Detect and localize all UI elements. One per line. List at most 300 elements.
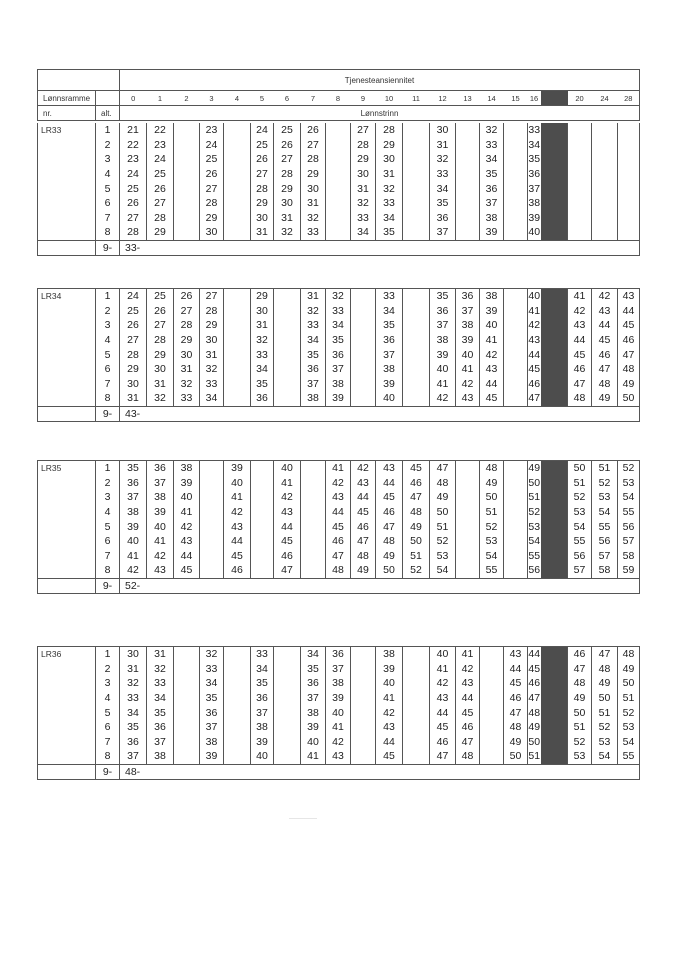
column-header: 2 xyxy=(174,91,200,106)
step-value-cell: 46 xyxy=(504,691,528,706)
step-value-cell xyxy=(351,289,376,304)
step-value-cell: 47 xyxy=(528,692,541,705)
step-value-cell: 34 xyxy=(301,333,326,348)
step-value-cell: 43 xyxy=(456,676,480,691)
step-value-cell: 34 xyxy=(120,705,147,720)
step-value-cell: 38 xyxy=(430,333,456,348)
footer-value: 48- xyxy=(120,764,640,780)
step-value-cell: 34 xyxy=(480,152,504,167)
column-header: 6 xyxy=(274,91,301,106)
step-value-cell: 50 xyxy=(480,490,504,505)
step-value-cell: 27 xyxy=(200,181,224,196)
table-row xyxy=(38,304,640,319)
step-value-cell xyxy=(351,347,376,362)
column-header: 5 xyxy=(251,91,274,106)
separator-cell xyxy=(541,211,568,226)
step-value-cell xyxy=(274,705,301,720)
step-value-cell: 46 xyxy=(274,549,301,564)
step-value-cell: 35 xyxy=(200,691,224,706)
table-row xyxy=(38,676,640,691)
step-value-cell: 41 xyxy=(456,647,480,662)
step-value-cell: 43 xyxy=(528,334,541,347)
step-value-cell: 26 xyxy=(174,289,200,304)
step-value-cell xyxy=(224,720,251,735)
table-row xyxy=(38,505,640,520)
step-value-cell: 37 xyxy=(251,705,274,720)
step-value-cell: 29 xyxy=(274,181,301,196)
step-value-cell: 25 xyxy=(147,289,174,304)
header-nr-label: nr. xyxy=(38,106,96,121)
step-value-cell: 35 xyxy=(326,333,351,348)
step-value-cell: 53 xyxy=(592,490,618,505)
step-value-cell xyxy=(456,123,480,138)
column-header: 0 xyxy=(120,91,147,106)
step-value-cell xyxy=(326,152,351,167)
step-value-cell: 31 xyxy=(301,289,326,304)
step-value-cell: 43 xyxy=(326,749,351,764)
separator-cell xyxy=(541,505,568,520)
step-value-cell xyxy=(200,476,224,491)
step-value-cell: 44 xyxy=(618,304,640,319)
step-value-cell xyxy=(224,152,251,167)
step-value-cell: 36 xyxy=(430,304,456,319)
alt-number: 2 xyxy=(96,304,120,319)
salary-frame-name: LR35 xyxy=(38,461,96,476)
step-value-cell xyxy=(504,549,528,564)
step-value-cell: 47 xyxy=(592,647,618,662)
step-value-cell: 45 xyxy=(618,318,640,333)
step-value-cell: 39 xyxy=(120,519,147,534)
step-value-cell: 58 xyxy=(618,549,640,564)
step-value-cell xyxy=(351,735,376,750)
step-value-cell: 43 xyxy=(618,289,640,304)
step-value-cell: 48 xyxy=(592,662,618,677)
step-value-cell: 38 xyxy=(120,505,147,520)
separator-cell xyxy=(541,461,568,476)
step-value-cell: 47 xyxy=(326,549,351,564)
step-value-cell: 43 xyxy=(592,304,618,319)
step-value-cell: 32 xyxy=(120,676,147,691)
step-value-cell xyxy=(504,534,528,549)
column-header: 24 xyxy=(592,91,618,106)
step-value-cell: 25 xyxy=(120,181,147,196)
step-value-cell xyxy=(224,167,251,182)
step-value-cell: 40 xyxy=(430,647,456,662)
step-value-cell xyxy=(224,705,251,720)
step-value-cell: 39 xyxy=(528,211,541,224)
separator-cell xyxy=(541,476,568,491)
step-value-cell: 30 xyxy=(251,211,274,226)
step-value-cell: 37 xyxy=(326,362,351,377)
step-value-cell: 57 xyxy=(618,534,640,549)
alt-number: 1 xyxy=(96,123,120,138)
step-value-cell: 49 xyxy=(351,563,376,578)
table-row xyxy=(38,318,640,333)
table-row xyxy=(38,476,640,491)
step-value-cell xyxy=(224,304,251,319)
step-value-cell xyxy=(224,691,251,706)
step-value-cell: 37 xyxy=(528,182,541,195)
step-value-cell: 44 xyxy=(376,735,403,750)
alt-number: 5 xyxy=(96,347,120,362)
step-value-cell: 40 xyxy=(376,391,403,406)
step-value-cell: 36 xyxy=(326,347,351,362)
step-value-cell xyxy=(592,167,618,182)
step-value-cell xyxy=(251,476,274,491)
block-lr36 xyxy=(37,646,640,780)
step-value-cell: 47 xyxy=(376,519,403,534)
header-row-label: Lønnsramme xyxy=(38,91,96,106)
table-row xyxy=(38,289,640,304)
step-value-cell: 52 xyxy=(618,705,640,720)
step-value-cell: 35 xyxy=(480,167,504,182)
step-value-cell xyxy=(403,333,430,348)
step-value-cell: 54 xyxy=(568,519,592,534)
step-value-cell: 25 xyxy=(251,138,274,153)
step-value-cell: 48 xyxy=(618,362,640,377)
block-footer-row xyxy=(38,764,640,780)
step-value-cell: 39 xyxy=(301,720,326,735)
step-value-cell: 22 xyxy=(147,123,174,138)
step-value-cell xyxy=(174,181,200,196)
step-value-cell: 50 xyxy=(618,391,640,406)
step-value-cell: 47 xyxy=(456,735,480,750)
step-value-cell xyxy=(174,676,200,691)
step-value-cell xyxy=(326,196,351,211)
step-value-cell: 41 xyxy=(174,505,200,520)
step-value-cell: 43 xyxy=(376,461,403,476)
step-value-cell xyxy=(174,138,200,153)
column-header: 4 xyxy=(224,91,251,106)
step-value-cell: 36 xyxy=(456,289,480,304)
step-value-cell: 49 xyxy=(528,721,541,734)
step-value-cell: 34 xyxy=(200,391,224,406)
step-value-cell: 28 xyxy=(376,123,403,138)
step-value-cell: 47 xyxy=(592,362,618,377)
step-value-cell xyxy=(504,505,528,520)
table-row xyxy=(38,211,640,226)
step-value-cell: 27 xyxy=(147,318,174,333)
step-value-cell: 32 xyxy=(326,289,351,304)
step-value-cell: 32 xyxy=(376,181,403,196)
step-value-cell xyxy=(326,181,351,196)
alt-number: 8 xyxy=(96,225,120,240)
table-row xyxy=(38,377,640,392)
step-value-cell: 29 xyxy=(200,211,224,226)
alt-number: 4 xyxy=(96,333,120,348)
step-value-cell: 28 xyxy=(251,181,274,196)
step-value-cell: 29 xyxy=(200,318,224,333)
step-value-cell: 48 xyxy=(403,505,430,520)
step-value-cell xyxy=(456,519,480,534)
step-value-cell: 42 xyxy=(326,476,351,491)
footer-value: 52- xyxy=(120,578,640,594)
step-value-cell: 27 xyxy=(301,138,326,153)
table-row xyxy=(38,152,640,167)
step-value-cell: 28 xyxy=(120,225,147,240)
step-value-cell: 31 xyxy=(351,181,376,196)
footer-alt: 9- xyxy=(96,578,120,594)
block-lr35 xyxy=(37,460,640,594)
step-value-cell: 44 xyxy=(351,490,376,505)
step-value-cell xyxy=(456,490,480,505)
step-value-cell: 24 xyxy=(251,123,274,138)
step-value-cell: 39 xyxy=(480,225,504,240)
step-value-cell: 31 xyxy=(147,647,174,662)
step-value-cell: 42 xyxy=(326,735,351,750)
step-value-cell: 32 xyxy=(430,152,456,167)
separator-cell xyxy=(541,304,568,319)
step-value-cell: 48 xyxy=(504,720,528,735)
alt-number: 6 xyxy=(96,196,120,211)
step-value-cell: 30 xyxy=(120,377,147,392)
alt-number: 5 xyxy=(96,705,120,720)
step-value-cell: 46 xyxy=(528,677,541,690)
step-value-cell: 42 xyxy=(224,505,251,520)
step-value-cell xyxy=(351,377,376,392)
step-value-cell xyxy=(618,225,640,240)
step-value-cell: 52 xyxy=(592,720,618,735)
step-value-cell: 34 xyxy=(430,181,456,196)
step-value-cell: 33 xyxy=(147,676,174,691)
step-value-cell xyxy=(480,691,504,706)
step-value-cell: 51 xyxy=(592,705,618,720)
step-value-cell: 49 xyxy=(376,549,403,564)
step-value-cell: 38 xyxy=(480,211,504,226)
step-value-cell: 30 xyxy=(174,347,200,362)
step-value-cell: 48 xyxy=(480,461,504,476)
step-value-cell xyxy=(351,647,376,662)
step-value-cell: 48 xyxy=(376,534,403,549)
step-value-cell: 26 xyxy=(274,138,301,153)
step-value-cell xyxy=(456,211,480,226)
step-value-cell: 49 xyxy=(592,391,618,406)
step-value-cell: 39 xyxy=(224,461,251,476)
step-value-cell: 28 xyxy=(147,211,174,226)
step-value-cell xyxy=(351,749,376,764)
step-value-cell: 23 xyxy=(147,138,174,153)
step-value-cell: 41 xyxy=(528,304,541,317)
step-value-cell: 30 xyxy=(351,167,376,182)
step-value-cell xyxy=(403,691,430,706)
table-row xyxy=(38,347,640,362)
step-value-cell xyxy=(224,289,251,304)
step-value-cell: 34 xyxy=(528,138,541,151)
step-value-cell: 40 xyxy=(120,534,147,549)
step-value-cell: 45 xyxy=(504,676,528,691)
table-row xyxy=(38,362,640,377)
step-value-cell: 30 xyxy=(274,196,301,211)
step-value-cell: 43 xyxy=(430,691,456,706)
step-value-cell: 50 xyxy=(403,534,430,549)
step-value-cell: 32 xyxy=(351,196,376,211)
step-value-cell: 45 xyxy=(376,490,403,505)
step-value-cell xyxy=(174,225,200,240)
step-value-cell xyxy=(403,225,430,240)
step-value-cell: 40 xyxy=(274,461,301,476)
step-value-cell xyxy=(403,362,430,377)
step-value-cell: 30 xyxy=(430,123,456,138)
step-value-cell xyxy=(480,720,504,735)
table-row xyxy=(38,534,640,549)
header-alt-label: alt. xyxy=(96,106,120,121)
step-value-cell: 53 xyxy=(528,520,541,533)
step-value-cell: 25 xyxy=(120,304,147,319)
step-value-cell: 41 xyxy=(274,476,301,491)
step-value-cell: 40 xyxy=(480,318,504,333)
step-value-cell: 45 xyxy=(430,720,456,735)
step-value-cell xyxy=(403,211,430,226)
step-value-cell: 40 xyxy=(528,290,541,303)
step-value-cell xyxy=(618,123,640,138)
step-value-cell xyxy=(274,720,301,735)
step-value-cell: 30 xyxy=(120,647,147,662)
step-value-cell: 32 xyxy=(147,662,174,677)
step-value-cell: 33 xyxy=(351,211,376,226)
step-value-cell xyxy=(274,749,301,764)
step-value-cell: 46 xyxy=(618,333,640,348)
step-value-cell: 47 xyxy=(351,534,376,549)
separator-cell xyxy=(541,662,568,677)
step-value-cell: 57 xyxy=(568,563,592,578)
step-value-cell: 31 xyxy=(274,211,301,226)
step-value-cell: 38 xyxy=(326,377,351,392)
step-value-cell: 36 xyxy=(251,391,274,406)
step-value-cell xyxy=(592,196,618,211)
step-value-cell: 33 xyxy=(200,377,224,392)
step-value-cell xyxy=(174,705,200,720)
separator-cell xyxy=(541,691,568,706)
step-value-cell xyxy=(174,211,200,226)
step-value-cell: 37 xyxy=(376,347,403,362)
step-value-cell xyxy=(504,304,528,319)
step-value-cell: 39 xyxy=(174,476,200,491)
step-value-cell: 45 xyxy=(326,519,351,534)
step-value-cell: 35 xyxy=(528,153,541,166)
step-value-cell: 31 xyxy=(174,362,200,377)
step-value-cell xyxy=(480,749,504,764)
step-value-cell xyxy=(200,461,224,476)
step-value-cell xyxy=(504,476,528,491)
step-value-cell xyxy=(480,647,504,662)
step-value-cell: 28 xyxy=(351,138,376,153)
step-value-cell xyxy=(224,347,251,362)
step-value-cell: 39 xyxy=(430,347,456,362)
step-value-cell xyxy=(504,196,528,211)
step-value-cell: 32 xyxy=(147,391,174,406)
step-value-cell: 37 xyxy=(430,225,456,240)
step-value-cell xyxy=(174,123,200,138)
step-value-cell xyxy=(326,167,351,182)
step-value-cell: 43 xyxy=(274,505,301,520)
step-value-cell: 35 xyxy=(251,377,274,392)
step-value-cell: 47 xyxy=(504,705,528,720)
alt-number: 2 xyxy=(96,476,120,491)
step-value-cell: 35 xyxy=(376,225,403,240)
step-value-cell xyxy=(224,318,251,333)
step-value-cell xyxy=(480,676,504,691)
step-value-cell: 46 xyxy=(326,534,351,549)
step-value-cell xyxy=(403,749,430,764)
step-value-cell: 40 xyxy=(430,362,456,377)
step-value-cell xyxy=(301,490,326,505)
step-value-cell xyxy=(403,138,430,153)
step-value-cell xyxy=(618,152,640,167)
step-value-cell: 41 xyxy=(147,534,174,549)
step-value-cell: 54 xyxy=(430,563,456,578)
step-value-cell: 52 xyxy=(618,461,640,476)
step-value-cell: 33 xyxy=(480,138,504,153)
step-value-cell xyxy=(403,289,430,304)
step-value-cell: 32 xyxy=(251,333,274,348)
step-value-cell xyxy=(504,333,528,348)
step-value-cell: 40 xyxy=(376,676,403,691)
alt-number: 8 xyxy=(96,749,120,764)
step-value-cell xyxy=(504,123,528,138)
step-value-cell: 52 xyxy=(430,534,456,549)
step-value-cell xyxy=(224,333,251,348)
step-value-cell xyxy=(618,211,640,226)
step-value-cell xyxy=(174,720,200,735)
step-value-cell: 36 xyxy=(376,333,403,348)
step-value-cell: 37 xyxy=(301,691,326,706)
header-subtitle-row xyxy=(38,106,640,121)
step-value-cell: 41 xyxy=(326,461,351,476)
step-value-cell: 45 xyxy=(174,563,200,578)
separator-cell xyxy=(541,391,568,406)
alt-number: 7 xyxy=(96,549,120,564)
step-value-cell xyxy=(456,563,480,578)
step-value-cell xyxy=(403,304,430,319)
step-value-cell: 27 xyxy=(274,152,301,167)
step-value-cell: 33 xyxy=(376,289,403,304)
step-value-cell: 42 xyxy=(456,662,480,677)
column-header: 7 xyxy=(301,91,326,106)
step-value-cell xyxy=(351,662,376,677)
step-value-cell xyxy=(568,211,592,226)
step-value-cell: 30 xyxy=(147,362,174,377)
alt-number: 7 xyxy=(96,735,120,750)
step-value-cell: 35 xyxy=(430,289,456,304)
step-value-cell: 25 xyxy=(147,167,174,182)
alt-number: 8 xyxy=(96,391,120,406)
step-value-cell: 22 xyxy=(120,138,147,153)
step-value-cell: 32 xyxy=(301,211,326,226)
step-value-cell: 34 xyxy=(251,662,274,677)
step-value-cell: 49 xyxy=(504,735,528,750)
step-value-cell: 51 xyxy=(528,750,541,763)
step-value-cell xyxy=(224,123,251,138)
step-value-cell: 44 xyxy=(568,333,592,348)
step-value-cell: 46 xyxy=(456,720,480,735)
table-row xyxy=(38,519,640,534)
step-value-cell xyxy=(251,505,274,520)
step-value-cell: 51 xyxy=(430,519,456,534)
step-value-cell: 26 xyxy=(200,167,224,182)
step-value-cell: 52 xyxy=(592,476,618,491)
step-value-cell xyxy=(326,123,351,138)
step-value-cell xyxy=(301,563,326,578)
step-value-cell xyxy=(403,152,430,167)
step-value-cell: 54 xyxy=(592,749,618,764)
step-value-cell: 45 xyxy=(528,363,541,376)
separator-cell xyxy=(541,289,568,304)
step-value-cell xyxy=(480,662,504,677)
block-footer-row xyxy=(38,406,640,422)
table-row xyxy=(38,647,640,662)
step-value-cell: 46 xyxy=(568,647,592,662)
step-value-cell xyxy=(251,490,274,505)
